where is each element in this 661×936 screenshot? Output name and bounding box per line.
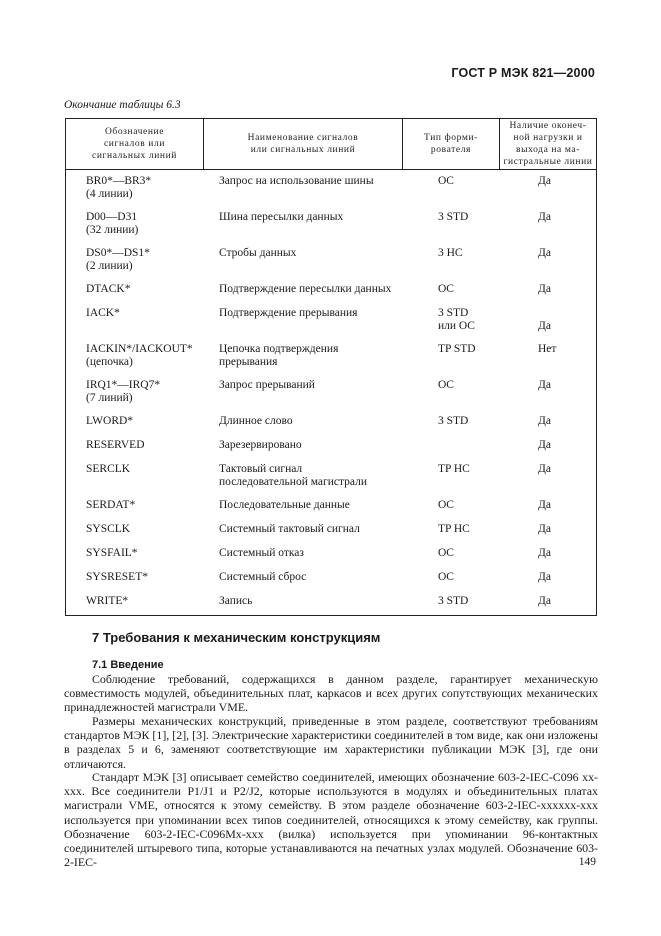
- cell-signal: DS0*—DS1* (2 линии): [86, 247, 150, 272]
- header-termination: Наличие оконеч- ной нагрузки и выхода на ма- гистральные линии: [503, 121, 593, 167]
- table-caption: Окончание таблицы 6.3: [64, 99, 181, 111]
- cell-signal: SERCLK: [86, 463, 131, 475]
- cell-name: Запись: [219, 595, 253, 607]
- cell-name: Запрос на использование шины: [219, 175, 374, 187]
- cell-type: TP HC: [438, 463, 470, 475]
- cell-termination: Да: [538, 175, 551, 187]
- cell-termination: Да: [538, 523, 551, 535]
- page-number: 149: [578, 856, 596, 868]
- subsection-title: 7.1 Введение: [92, 659, 164, 671]
- cell-name: Стробы данных: [219, 247, 297, 259]
- cell-termination: Нет: [538, 343, 557, 355]
- cell-type: 3 STD: [438, 595, 469, 607]
- cell-termination: Да: [538, 595, 551, 607]
- signals-table: [65, 118, 597, 616]
- cell-name: Последовательные данные: [219, 499, 350, 511]
- cell-signal: SERDAT*: [86, 499, 136, 511]
- cell-type: 3 STD: [438, 415, 469, 427]
- cell-type: 3 HC: [438, 247, 463, 259]
- paragraph: Стандарт МЭК [3] описывает семейство соединителей, имеющих обозначение 603-2-IEC-C096 xx-xxx. Все соединители P1/J1 и P2/J2, которые используются в модулях и объединительных платах магистрали VME, относятся к этому семейству. В этом разделе обозначение 603-2-IEC-xxxxxx-xxx используется при упоминании всех типов соединителей, относящихся к этому семейству, как группы. Обозначение 603-2-IEC-C096Mx-xxx (вилка) используется при упоминании 96-контактных соединителей штыревого типа, которые устанавливаются на печатных узлах модулей. Обозначение 603-2-IEC-: [64, 770, 598, 870]
- cell-termination: Да: [538, 547, 551, 559]
- cell-termination: Да: [538, 439, 551, 451]
- cell-signal: SYSRESET*: [86, 571, 148, 583]
- cell-signal: BR0*—BR3* (4 линии): [86, 175, 152, 200]
- cell-type: OC: [438, 283, 454, 295]
- cell-type: OC: [438, 175, 454, 187]
- table-header: [66, 119, 596, 170]
- cell-signal: D00—D31 (32 линии): [86, 211, 139, 236]
- cell-signal: IRQ1*—IRQ7* (7 линий): [86, 379, 161, 404]
- cell-name: Зарезервировано: [219, 439, 302, 451]
- cell-type: TP STD: [438, 343, 476, 355]
- paragraph: Размеры механических конструкций, приведенные в этом разделе, соответствуют требованиям стандартов МЭК [1], [2], [3]. Электрические характеристики соединителей в том виде, как они изложены в разделах 5 и 6, заменяют соответствующие им характеристики публикации МЭК [3], где они отличаются.: [64, 714, 598, 771]
- cell-termination: Да: [538, 415, 551, 427]
- cell-signal: IACK*: [86, 307, 120, 319]
- cell-signal: WRITE*: [86, 595, 129, 607]
- paragraph: Соблюдение требований, содержащихся в данном разделе, гарантирует механическую совместимость модулей, объединительных плат, каркасов и всех других сопутствующих механических принадлежностей магистрали VME.: [64, 672, 598, 715]
- cell-signal: LWORD*: [86, 415, 134, 427]
- cell-termination: Да: [538, 211, 551, 223]
- cell-name: Тактовый сигнал последовательной магистрали: [219, 463, 368, 488]
- cell-signal: DTACK*: [86, 283, 131, 295]
- cell-name: Подтверждение прерывания: [219, 307, 358, 319]
- cell-name: Цепочка подтверждения прерывания: [219, 343, 339, 368]
- cell-type: OC: [438, 499, 454, 511]
- cell-termination: Да: [538, 571, 551, 583]
- cell-type: OC: [438, 571, 454, 583]
- cell-termination: Да: [538, 247, 551, 259]
- document-code: ГОСТ Р МЭК 821—2000: [451, 66, 595, 80]
- header-signal-name: Наименование сигналов или сигнальных линий: [247, 133, 359, 155]
- cell-name: Запрос прерываний: [219, 379, 315, 391]
- section-title: 7 Требования к механическим конструкциям: [92, 630, 381, 645]
- cell-name: Системный отказ: [219, 547, 304, 559]
- cell-termination: Да: [538, 463, 551, 475]
- cell-name: Длинное слово: [219, 415, 293, 427]
- cell-signal: RESERVED: [86, 439, 145, 451]
- cell-signal: SYSCLK: [86, 523, 131, 535]
- cell-type: 3 STD: [438, 211, 469, 223]
- header-signal-designation: Обозначение сигналов или сигнальных линий: [92, 127, 177, 161]
- cell-name: Шина пересылки данных: [219, 211, 344, 223]
- cell-termination: Да: [538, 320, 551, 332]
- cell-name: Системный сброс: [219, 571, 307, 583]
- cell-signal: IACKIN*/IACKOUT* (цепочка): [86, 343, 193, 368]
- cell-type: 3 STD или OC: [438, 307, 475, 332]
- cell-type: [438, 439, 518, 452]
- cell-termination: Да: [538, 283, 551, 295]
- cell-termination: Да: [538, 379, 551, 391]
- cell-name: Подтверждение пересылки данных: [219, 283, 392, 295]
- cell-type: OC: [438, 547, 454, 559]
- cell-name: Системный тактовый сигнал: [219, 523, 360, 535]
- cell-type: OC: [438, 379, 454, 391]
- cell-termination: Да: [538, 499, 551, 511]
- header-driver-type: Тип форми- рователя: [424, 133, 478, 155]
- cell-type: TP HC: [438, 523, 470, 535]
- cell-signal: SYSFAIL*: [86, 547, 138, 559]
